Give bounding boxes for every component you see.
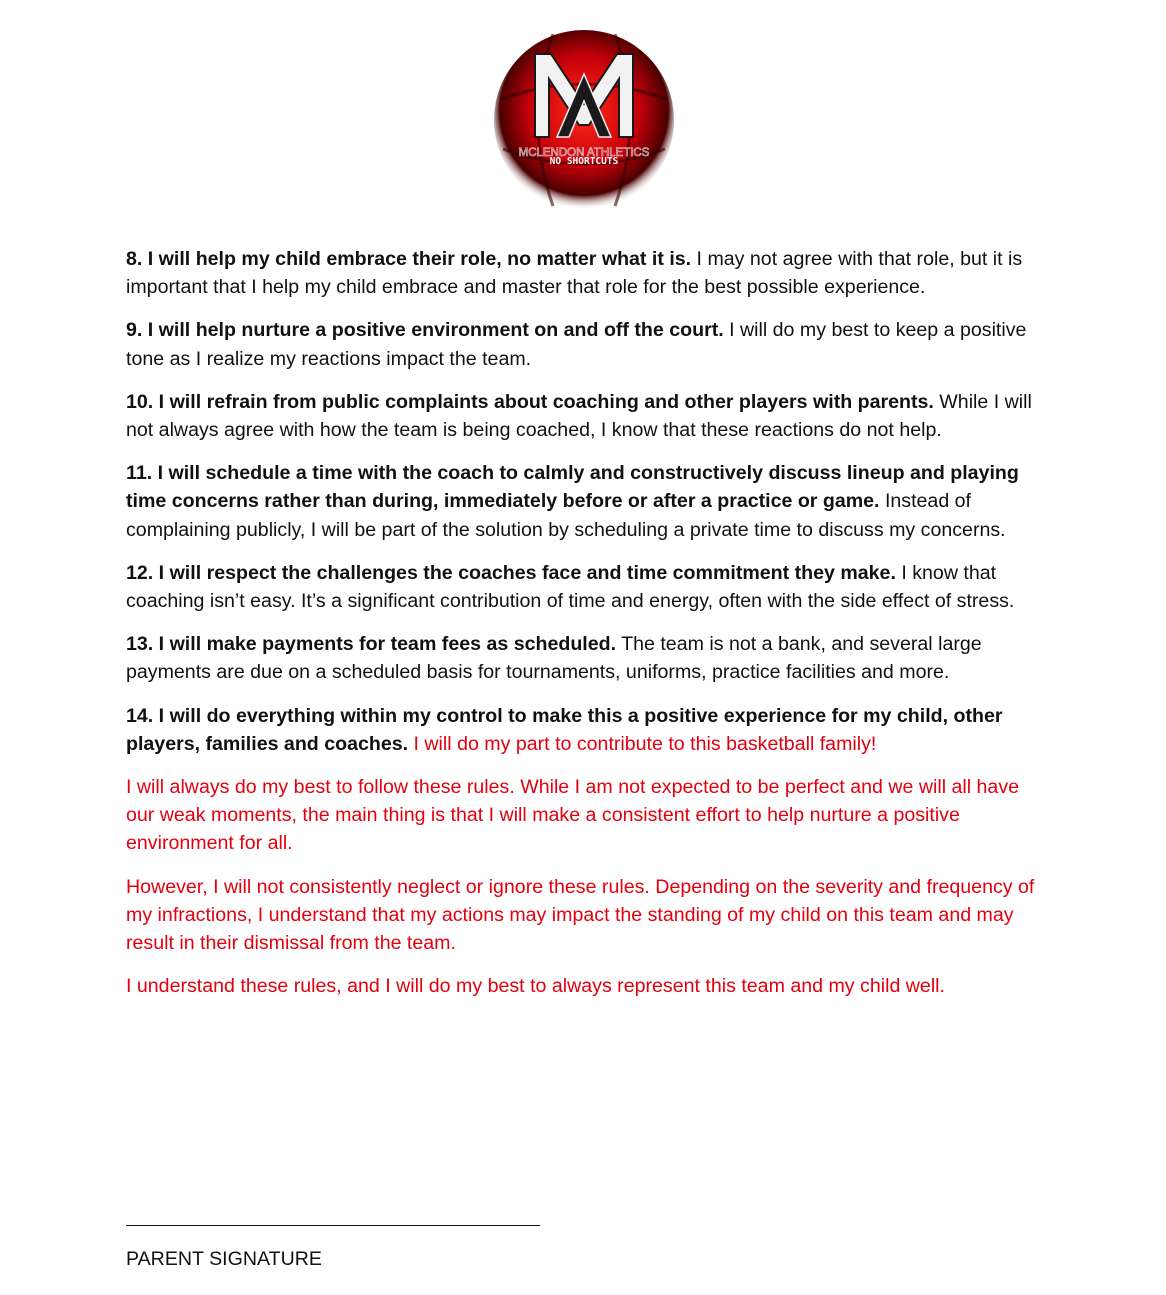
rule-item	[126, 245, 1036, 301]
rule-heading: 11. I will schedule a time with the coach to calmly and constructively discuss lineup and playing time concerns rather than during, immediately before or after a practice or game.	[126, 462, 1019, 513]
rule-heading: 13. I will make payments for team fees as scheduled.	[126, 633, 617, 656]
rule-heading: 14. I will do everything within my control to make this a positive experience for my child, other players, families and coaches.	[126, 704, 1003, 755]
rule-heading: 8. I will help my child embrace their role, no matter what it is.	[126, 248, 692, 270]
closing-paragraph: I will always do my best to follow these rules. While I am not expected to be perfect and we will all have our weak moments, the main thing is that I will make a consistent effort to help nurture a positive environment for all.	[126, 776, 1020, 855]
rule-item	[126, 316, 1036, 372]
logo-tagline: NO SHORTCUTS	[549, 156, 619, 167]
rule-text: I will do my best to keep a positive tone as I realize my reactions impact the team.	[126, 319, 1027, 370]
team-logo	[493, 29, 675, 211]
rule-heading: 10. I will refrain from public complaints about coaching and other players with parents.	[126, 390, 934, 413]
rule-text: I may not agree with that role, but it is important that I help my child embrace and master that role for the best possible experience.	[126, 248, 1023, 299]
rules-body	[126, 245, 1036, 1015]
closing-paragraph: I understand these rules, and I will do my best to always represent this team and my child well.	[126, 975, 945, 998]
rule-heading: 9. I will help nurture a positive environment on and off the court.	[126, 319, 724, 342]
rule-text: While I will not always agree with how the team is being coached, I know that these reactions do not help.	[126, 390, 1032, 442]
rule-text: The team is not a bank, and several large payments are due on a scheduled basis for tournaments, uniforms, practice facilities and more.	[126, 633, 982, 684]
rule-text: I know that coaching isn’t easy. It’s a significant contribution of time and energy, often with the side effect of stress.	[126, 561, 1015, 613]
signature-line[interactable]	[126, 1225, 540, 1226]
rule-item	[126, 388, 1036, 444]
rule-item	[126, 459, 1036, 544]
rule-item	[126, 630, 1036, 686]
rule-item	[126, 559, 1036, 615]
logo-basketball-graphic	[493, 29, 675, 211]
rule-heading: 12. I will respect the challenges the coaches face and time commitment they make.	[126, 561, 896, 584]
rule-text: Instead of complaining publicly, I will be part of the solution by scheduling a private time to discuss my concerns.	[126, 490, 1006, 541]
closing-paragraph: However, I will not consistently neglect or ignore these rules. Depending on the severity and frequency of my infractions, I understand that my actions may impact the standing of my child on this team and may result in their dismissal from the team.	[126, 875, 1035, 955]
signature-label: PARENT SIGNATURE	[126, 1248, 322, 1270]
rule-text: I will do my part to contribute to this basketball family!	[408, 732, 877, 755]
rule-item	[126, 702, 1036, 758]
logo-brand-name: MCLENDON ATHLETICS	[518, 147, 650, 159]
